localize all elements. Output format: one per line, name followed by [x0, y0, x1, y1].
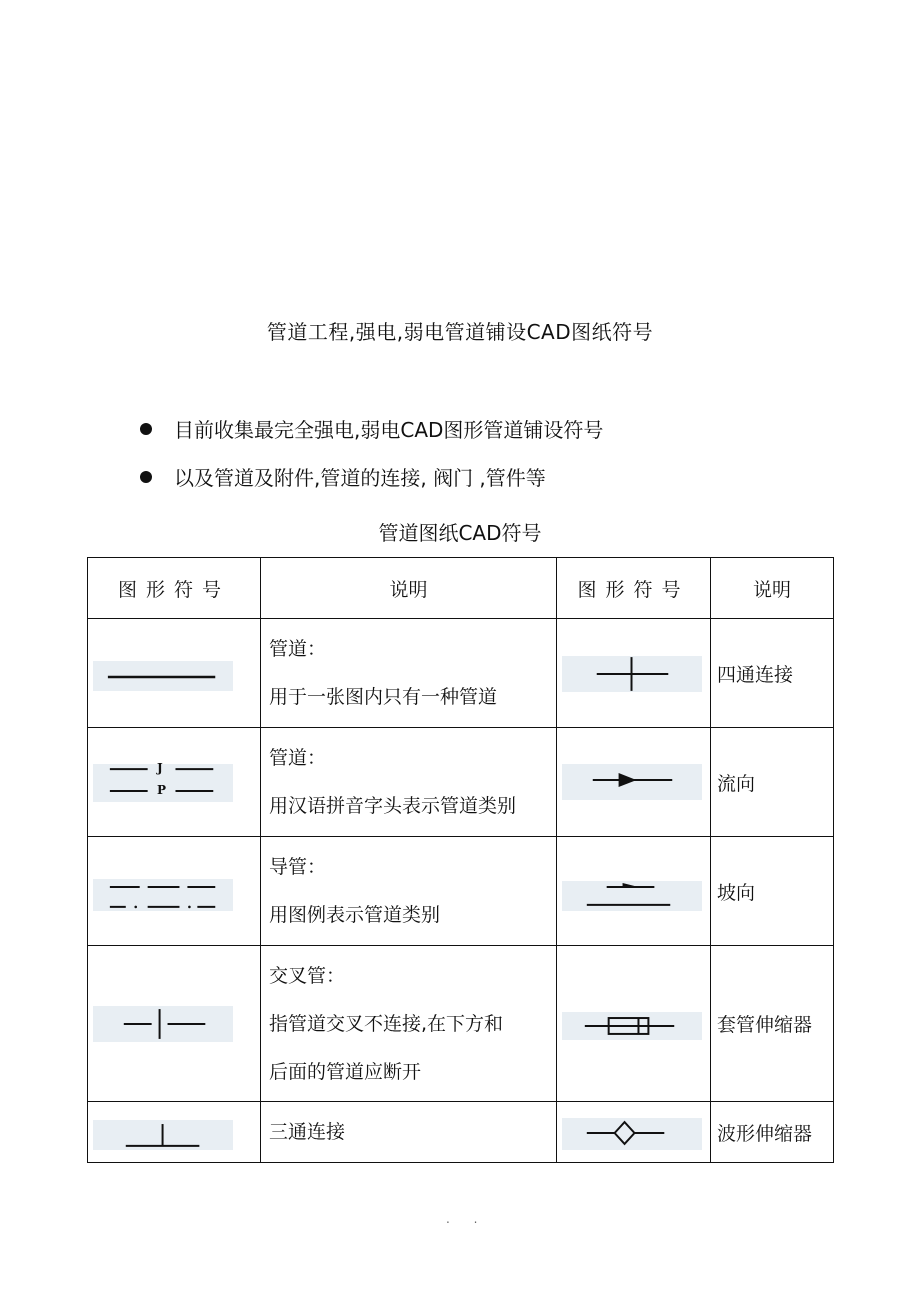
description-line: 用图例表示管道类别 — [269, 904, 441, 926]
description-line: 指管道交叉不连接,在下方和 — [269, 1012, 504, 1035]
description-line: 三通连接 — [269, 1121, 346, 1143]
description-line: 管道： — [269, 747, 327, 769]
description-cell — [261, 728, 557, 837]
table-row — [88, 946, 834, 1102]
description-line: 导管： — [269, 856, 327, 878]
flow-direction-arrow-icon — [557, 728, 711, 837]
header-symbol: 图形符号 — [88, 558, 261, 619]
bullet-text: 目前收集最完全强电,弱电CAD图形管道铺设符号 — [174, 418, 604, 442]
pipe-letter-p: P — [157, 783, 167, 797]
description-cell — [261, 946, 557, 1102]
sleeve-expansion-joint-icon — [557, 946, 711, 1102]
crossing-pipe-icon — [88, 946, 261, 1102]
table-header-row — [88, 558, 834, 619]
description-line: 用于一张图内只有一种管道 — [269, 686, 498, 708]
header-symbol: 图形符号 — [557, 558, 711, 619]
bullet-text: 以及管道及附件,管道的连接, 阀门 ,管件等 — [174, 466, 546, 490]
wave-expansion-joint-icon — [557, 1102, 711, 1163]
page-footer: . . — [446, 1212, 488, 1226]
table-caption: 管道图纸CAD符号 — [378, 521, 542, 545]
description-cell — [261, 619, 557, 728]
pipe-symbol-table — [87, 557, 834, 1163]
bullet-item — [140, 414, 603, 443]
single-pipe-line-icon — [88, 619, 261, 728]
description-cell — [261, 837, 557, 946]
description-line: 交叉管： — [269, 964, 346, 987]
table-row — [88, 1102, 834, 1163]
description-cell — [261, 1102, 557, 1163]
header-description: 说明 — [261, 558, 557, 619]
dashed-pipe-icon — [88, 837, 261, 946]
table-row — [88, 619, 834, 728]
tee-connection-icon — [88, 1102, 261, 1163]
cross-connection-icon — [557, 619, 711, 728]
description-cell: 坡向 — [711, 837, 834, 946]
table-row — [88, 837, 834, 946]
bullet-dot-icon — [140, 423, 152, 435]
description-cell: 套管伸缩器 — [711, 946, 834, 1102]
slope-direction-icon — [557, 837, 711, 946]
description-cell: 流向 — [711, 728, 834, 837]
header-description: 说明 — [711, 558, 834, 619]
lettered-pipe-icon — [88, 728, 261, 837]
document-title: 管道工程,强电,弱电管道铺设CAD图纸符号 — [266, 320, 654, 344]
description-line: 后面的管道应断开 — [269, 1060, 422, 1083]
bullet-item — [140, 462, 546, 491]
description-cell: 四通连接 — [711, 619, 834, 728]
description-line: 用汉语拼音字头表示管道类别 — [269, 795, 517, 817]
bullet-dot-icon — [140, 471, 152, 483]
description-cell: 波形伸缩器 — [711, 1102, 834, 1163]
pipe-letter-j: J — [157, 761, 163, 775]
description-line: 管道： — [269, 638, 327, 660]
table-row — [88, 728, 834, 837]
